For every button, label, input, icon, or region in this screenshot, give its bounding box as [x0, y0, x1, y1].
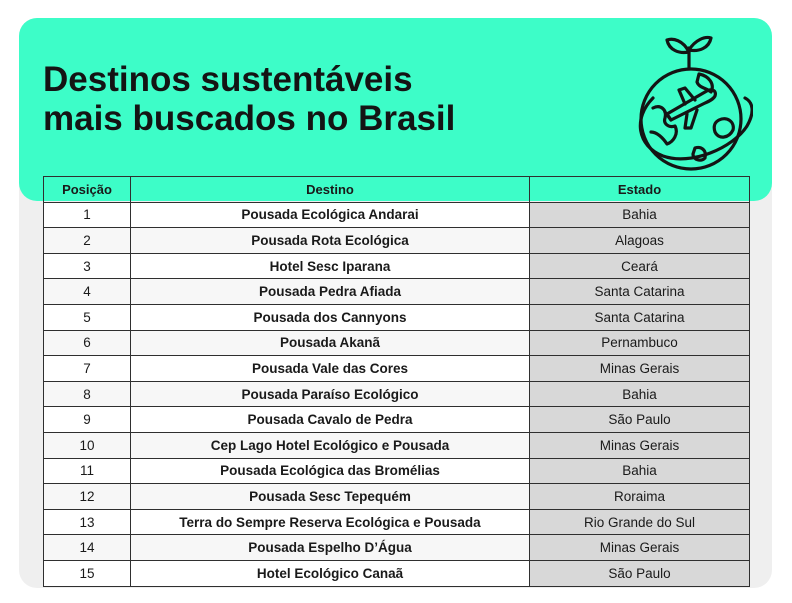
- state-cell: Alagoas: [530, 228, 750, 254]
- table-row: [44, 330, 750, 356]
- destination-cell: Pousada Pedra Afiada: [131, 279, 530, 305]
- state-cell: Rio Grande do Sul: [530, 509, 750, 535]
- state-cell: Santa Catarina: [530, 279, 750, 305]
- destination-cell: Pousada Ecológica das Bromélias: [131, 458, 530, 484]
- position-cell: 9: [44, 407, 131, 433]
- position-cell: 6: [44, 330, 131, 356]
- title-line-1: Destinos sustentáveis: [43, 60, 413, 99]
- table-row: [44, 560, 750, 586]
- table-row: [44, 432, 750, 458]
- position-cell: 11: [44, 458, 131, 484]
- destinations-table: [43, 176, 750, 587]
- destination-cell: Pousada Vale das Cores: [131, 356, 530, 382]
- position-cell: 1: [44, 202, 131, 228]
- position-cell: 2: [44, 228, 131, 254]
- position-cell: 13: [44, 509, 131, 535]
- position-cell: 5: [44, 304, 131, 330]
- position-cell: 8: [44, 381, 131, 407]
- state-cell: Santa Catarina: [530, 304, 750, 330]
- destination-cell: Pousada dos Cannyons: [131, 304, 530, 330]
- state-cell: São Paulo: [530, 407, 750, 433]
- table-row: [44, 356, 750, 382]
- table-header-row: [44, 177, 750, 203]
- position-cell: 3: [44, 253, 131, 279]
- table-row: [44, 458, 750, 484]
- table-row: [44, 381, 750, 407]
- state-cell: Minas Gerais: [530, 356, 750, 382]
- globe-airplane-plant-icon: [623, 28, 753, 178]
- state-cell: Bahia: [530, 458, 750, 484]
- destination-cell: Pousada Akanã: [131, 330, 530, 356]
- page-title: [43, 60, 455, 138]
- destination-cell: Pousada Espelho D’Água: [131, 535, 530, 561]
- header-position: Posição: [44, 177, 131, 203]
- position-cell: 14: [44, 535, 131, 561]
- position-cell: 12: [44, 484, 131, 510]
- destination-cell: Pousada Cavalo de Pedra: [131, 407, 530, 433]
- position-cell: 10: [44, 432, 131, 458]
- state-cell: Minas Gerais: [530, 432, 750, 458]
- table-row: [44, 484, 750, 510]
- position-cell: 4: [44, 279, 131, 305]
- header-destination: Destino: [131, 177, 530, 203]
- state-cell: Ceará: [530, 253, 750, 279]
- table-row: [44, 228, 750, 254]
- state-cell: Roraima: [530, 484, 750, 510]
- title-line-2: mais buscados no Brasil: [43, 99, 456, 138]
- state-cell: Minas Gerais: [530, 535, 750, 561]
- destination-cell: Hotel Ecológico Canaã: [131, 560, 530, 586]
- destination-cell: Terra do Sempre Reserva Ecológica e Pousada: [131, 509, 530, 535]
- destination-cell: Pousada Ecológica Andarai: [131, 202, 530, 228]
- destination-cell: Pousada Sesc Tepequém: [131, 484, 530, 510]
- destination-cell: Pousada Rota Ecológica: [131, 228, 530, 254]
- destination-cell: Cep Lago Hotel Ecológico e Pousada: [131, 432, 530, 458]
- state-cell: Bahia: [530, 381, 750, 407]
- state-cell: Bahia: [530, 202, 750, 228]
- table-row: [44, 279, 750, 305]
- table-row: [44, 407, 750, 433]
- table-row: [44, 509, 750, 535]
- destination-cell: Hotel Sesc Iparana: [131, 253, 530, 279]
- position-cell: 15: [44, 560, 131, 586]
- state-cell: Pernambuco: [530, 330, 750, 356]
- header-banner: [19, 18, 772, 201]
- table-row: [44, 253, 750, 279]
- state-cell: São Paulo: [530, 560, 750, 586]
- header-state: Estado: [530, 177, 750, 203]
- table-row: [44, 535, 750, 561]
- table-row: [44, 304, 750, 330]
- destination-cell: Pousada Paraíso Ecológico: [131, 381, 530, 407]
- table-row: [44, 202, 750, 228]
- position-cell: 7: [44, 356, 131, 382]
